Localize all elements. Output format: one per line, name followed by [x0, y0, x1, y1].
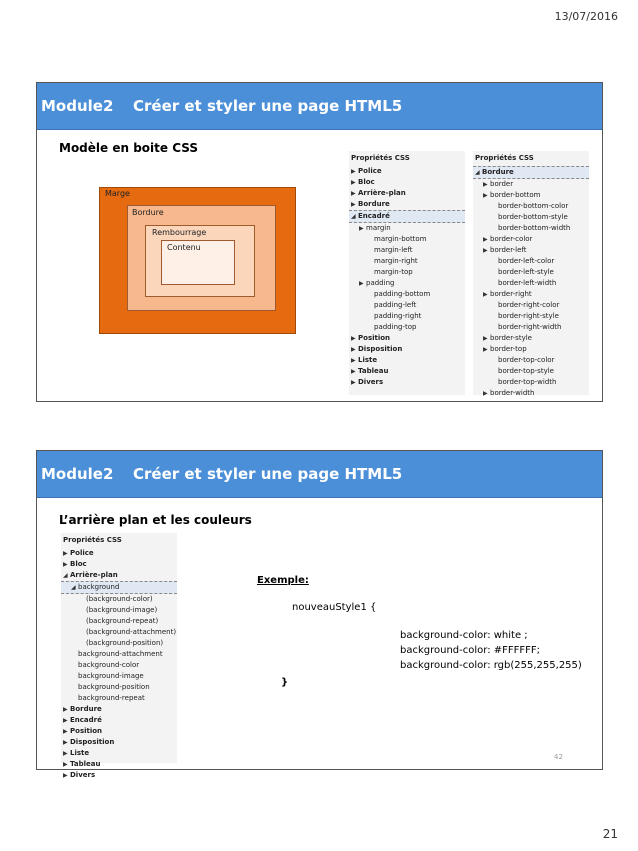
- property-label: Police: [70, 549, 94, 557]
- property-label: Position: [70, 727, 103, 735]
- property-label: background-color: [78, 661, 140, 669]
- property-row[interactable]: [349, 278, 465, 289]
- property-label: background-attachment: [78, 650, 163, 658]
- slide-subtitle: Modèle en boite CSS: [59, 141, 198, 155]
- property-row[interactable]: [473, 355, 589, 366]
- declaration-white: background-color: white ;: [400, 630, 528, 641]
- property-label: Liste: [70, 749, 90, 757]
- property-row[interactable]: [349, 210, 465, 223]
- expand-arrow-icon: ▶: [351, 190, 356, 197]
- property-label: border-bottom-style: [498, 213, 568, 221]
- property-label: border-bottom-width: [498, 224, 571, 232]
- property-row[interactable]: [473, 212, 589, 223]
- property-row[interactable]: [61, 581, 177, 594]
- panel-title: Propriétés CSS: [475, 154, 534, 162]
- property-row[interactable]: [61, 715, 177, 726]
- property-label: border-right-style: [498, 312, 559, 320]
- collapse-arrow-icon: ◢: [71, 584, 76, 591]
- expand-arrow-icon: ▶: [483, 192, 488, 199]
- declaration-rgb: background-color: rgb(255,255,255): [400, 660, 582, 671]
- property-row[interactable]: [349, 267, 465, 278]
- slide-title: Créer et styler une page HTML5: [133, 97, 403, 115]
- slide-subtitle: L’arrière plan et les couleurs: [59, 513, 252, 527]
- property-label: Bordure: [70, 705, 102, 713]
- property-row[interactable]: [61, 726, 177, 737]
- property-label: padding-bottom: [374, 290, 431, 298]
- expand-arrow-icon: ▶: [63, 750, 68, 757]
- property-row[interactable]: [473, 190, 589, 201]
- property-row[interactable]: [473, 344, 589, 355]
- css-properties-panel-encadre: [349, 151, 465, 395]
- slide-background: [36, 450, 603, 779]
- property-row[interactable]: [349, 199, 465, 210]
- module-label: Module2: [41, 97, 114, 115]
- declaration-hex: background-color: #FFFFFF;: [400, 645, 541, 656]
- property-label: (background-repeat): [86, 617, 159, 625]
- property-row[interactable]: [473, 245, 589, 256]
- property-label: Bordure: [358, 200, 390, 208]
- property-row[interactable]: [349, 166, 465, 177]
- property-row[interactable]: [61, 682, 177, 693]
- property-label: margin-left: [374, 246, 413, 254]
- property-row[interactable]: [349, 245, 465, 256]
- expand-arrow-icon: ▶: [351, 201, 356, 208]
- expand-arrow-icon: ▶: [351, 346, 356, 353]
- property-label: (background-attachment): [86, 628, 177, 636]
- collapse-arrow-icon: ◢: [63, 572, 68, 579]
- property-row[interactable]: [473, 267, 589, 278]
- property-label: Disposition: [70, 738, 115, 746]
- property-row[interactable]: [473, 179, 589, 190]
- property-label: margin-bottom: [374, 235, 427, 243]
- expand-arrow-icon: ▶: [351, 335, 356, 342]
- property-row[interactable]: [349, 366, 465, 377]
- property-row[interactable]: [61, 594, 177, 605]
- property-row[interactable]: [473, 388, 589, 399]
- property-label: Tableau: [358, 367, 389, 375]
- expand-arrow-icon: ▶: [63, 772, 68, 779]
- property-row[interactable]: [473, 333, 589, 344]
- property-label: background-repeat: [78, 694, 145, 702]
- content-label: Contenu: [167, 243, 201, 252]
- expand-arrow-icon: ▶: [483, 335, 488, 342]
- property-label: Arrière-plan: [358, 189, 406, 197]
- example-label: Exemple:: [257, 575, 309, 586]
- property-row[interactable]: [61, 704, 177, 715]
- property-label: border-width: [490, 389, 535, 397]
- property-row[interactable]: [349, 177, 465, 188]
- expand-arrow-icon: ▶: [63, 761, 68, 768]
- property-label: padding-top: [374, 323, 417, 331]
- property-label: margin-right: [374, 257, 418, 265]
- property-label: border-top: [490, 345, 527, 353]
- page-number: 21: [602, 827, 618, 841]
- property-row[interactable]: [349, 223, 465, 234]
- property-row[interactable]: [61, 671, 177, 682]
- property-row[interactable]: [473, 278, 589, 289]
- css-properties-panel-arriere-plan: [61, 533, 177, 779]
- property-row[interactable]: [61, 660, 177, 671]
- property-label: Police: [358, 167, 382, 175]
- property-label: Divers: [70, 771, 96, 779]
- border-label: Bordure: [132, 208, 164, 217]
- property-row[interactable]: [473, 366, 589, 377]
- property-row[interactable]: [473, 234, 589, 245]
- expand-arrow-icon: ▶: [63, 550, 68, 557]
- property-row[interactable]: [61, 570, 177, 581]
- property-label: Bordure: [482, 168, 514, 176]
- margin-label: Marge: [105, 189, 130, 198]
- property-row[interactable]: [61, 759, 177, 770]
- property-row[interactable]: [473, 377, 589, 388]
- expand-arrow-icon: ▶: [63, 728, 68, 735]
- property-label: Arrière-plan: [70, 571, 118, 579]
- expand-arrow-icon: ▶: [351, 168, 356, 175]
- expand-arrow-icon: ▶: [351, 379, 356, 386]
- property-row[interactable]: [61, 559, 177, 570]
- expand-arrow-icon: ▶: [359, 280, 364, 287]
- property-label: Divers: [358, 378, 384, 386]
- property-label: Encadré: [70, 716, 102, 724]
- property-row[interactable]: [61, 638, 177, 649]
- expand-arrow-icon: ▶: [351, 179, 356, 186]
- panel-title: Propriétés CSS: [63, 536, 122, 544]
- property-label: background-position: [78, 683, 150, 691]
- property-label: Disposition: [358, 345, 403, 353]
- property-label: Bloc: [70, 560, 87, 568]
- property-row[interactable]: [473, 223, 589, 234]
- expand-arrow-icon: ▶: [63, 739, 68, 746]
- collapse-arrow-icon: ◢: [351, 213, 356, 220]
- expand-arrow-icon: ▶: [63, 717, 68, 724]
- property-row[interactable]: [349, 355, 465, 366]
- property-row[interactable]: [473, 289, 589, 300]
- print-date: 13/07/2016: [554, 10, 618, 23]
- property-label: Encadré: [358, 212, 390, 220]
- property-row[interactable]: [61, 737, 177, 748]
- slide-box-model: [36, 82, 603, 402]
- property-row[interactable]: [473, 201, 589, 212]
- expand-arrow-icon: ▶: [351, 368, 356, 375]
- property-label: border-bottom-color: [498, 202, 569, 210]
- property-label: background: [78, 583, 120, 591]
- property-row[interactable]: [61, 693, 177, 704]
- property-label: padding: [366, 279, 395, 287]
- property-label: border-style: [490, 334, 532, 342]
- property-label: Bloc: [358, 178, 375, 186]
- property-label: border-right-color: [498, 301, 560, 309]
- property-label: (background-color): [86, 595, 153, 603]
- property-label: border: [490, 180, 514, 188]
- expand-arrow-icon: ▶: [483, 346, 488, 353]
- property-label: padding-right: [374, 312, 422, 320]
- property-label: border-top-color: [498, 356, 555, 364]
- expand-arrow-icon: ▶: [359, 225, 364, 232]
- slide-header: [37, 83, 602, 130]
- property-row[interactable]: [473, 322, 589, 333]
- slide-header: [37, 451, 602, 498]
- property-row[interactable]: [349, 234, 465, 245]
- property-row[interactable]: [473, 300, 589, 311]
- panel-title: Propriétés CSS: [351, 154, 410, 162]
- property-label: Position: [358, 334, 391, 342]
- property-label: border-left-style: [498, 268, 554, 276]
- slide-title: Créer et styler une page HTML5: [133, 465, 403, 483]
- property-label: border-left: [490, 246, 527, 254]
- property-row[interactable]: [349, 322, 465, 333]
- property-row[interactable]: [61, 649, 177, 660]
- property-label: border-left-width: [498, 279, 557, 287]
- expand-arrow-icon: ▶: [483, 390, 488, 397]
- property-row[interactable]: [61, 616, 177, 627]
- property-row[interactable]: [473, 311, 589, 322]
- property-label: border-top-width: [498, 378, 557, 386]
- property-label: Tableau: [70, 760, 101, 768]
- module-label: Module2: [41, 465, 114, 483]
- css-selector: nouveauStyle1 {: [292, 602, 377, 613]
- property-label: border-right: [490, 290, 532, 298]
- expand-arrow-icon: ▶: [63, 706, 68, 713]
- slide-number: 42: [554, 753, 563, 761]
- collapse-arrow-icon: ◢: [475, 169, 480, 176]
- property-label: background-image: [78, 672, 144, 680]
- property-label: border-bottom: [490, 191, 541, 199]
- property-label: border-top-style: [498, 367, 554, 375]
- expand-arrow-icon: ▶: [483, 181, 488, 188]
- property-row[interactable]: [349, 188, 465, 199]
- property-row[interactable]: [349, 377, 465, 388]
- expand-arrow-icon: ▶: [483, 291, 488, 298]
- padding-label: Rembourrage: [152, 228, 207, 237]
- property-row[interactable]: [349, 333, 465, 344]
- property-row[interactable]: [61, 748, 177, 759]
- property-row[interactable]: [473, 256, 589, 267]
- expand-arrow-icon: ▶: [483, 236, 488, 243]
- expand-arrow-icon: ▶: [483, 247, 488, 254]
- expand-arrow-icon: ▶: [63, 561, 68, 568]
- property-label: border-right-width: [498, 323, 562, 331]
- property-label: padding-left: [374, 301, 417, 309]
- property-row[interactable]: [473, 166, 589, 179]
- property-row[interactable]: [61, 627, 177, 638]
- property-label: border-left-color: [498, 257, 555, 265]
- property-label: margin: [366, 224, 391, 232]
- property-label: (background-position): [86, 639, 164, 647]
- property-row[interactable]: [61, 605, 177, 616]
- property-row[interactable]: [61, 548, 177, 559]
- property-row[interactable]: [349, 289, 465, 300]
- property-label: border-color: [490, 235, 533, 243]
- property-row[interactable]: [349, 256, 465, 267]
- expand-arrow-icon: ▶: [351, 357, 356, 364]
- closing-brace: }: [281, 677, 289, 688]
- property-label: Liste: [358, 356, 378, 364]
- property-row[interactable]: [349, 300, 465, 311]
- property-label: margin-top: [374, 268, 413, 276]
- property-row[interactable]: [349, 311, 465, 322]
- property-row[interactable]: [61, 770, 177, 781]
- property-label: (background-image): [86, 606, 158, 614]
- css-properties-panel-bordure: [473, 151, 589, 395]
- property-row[interactable]: [349, 344, 465, 355]
